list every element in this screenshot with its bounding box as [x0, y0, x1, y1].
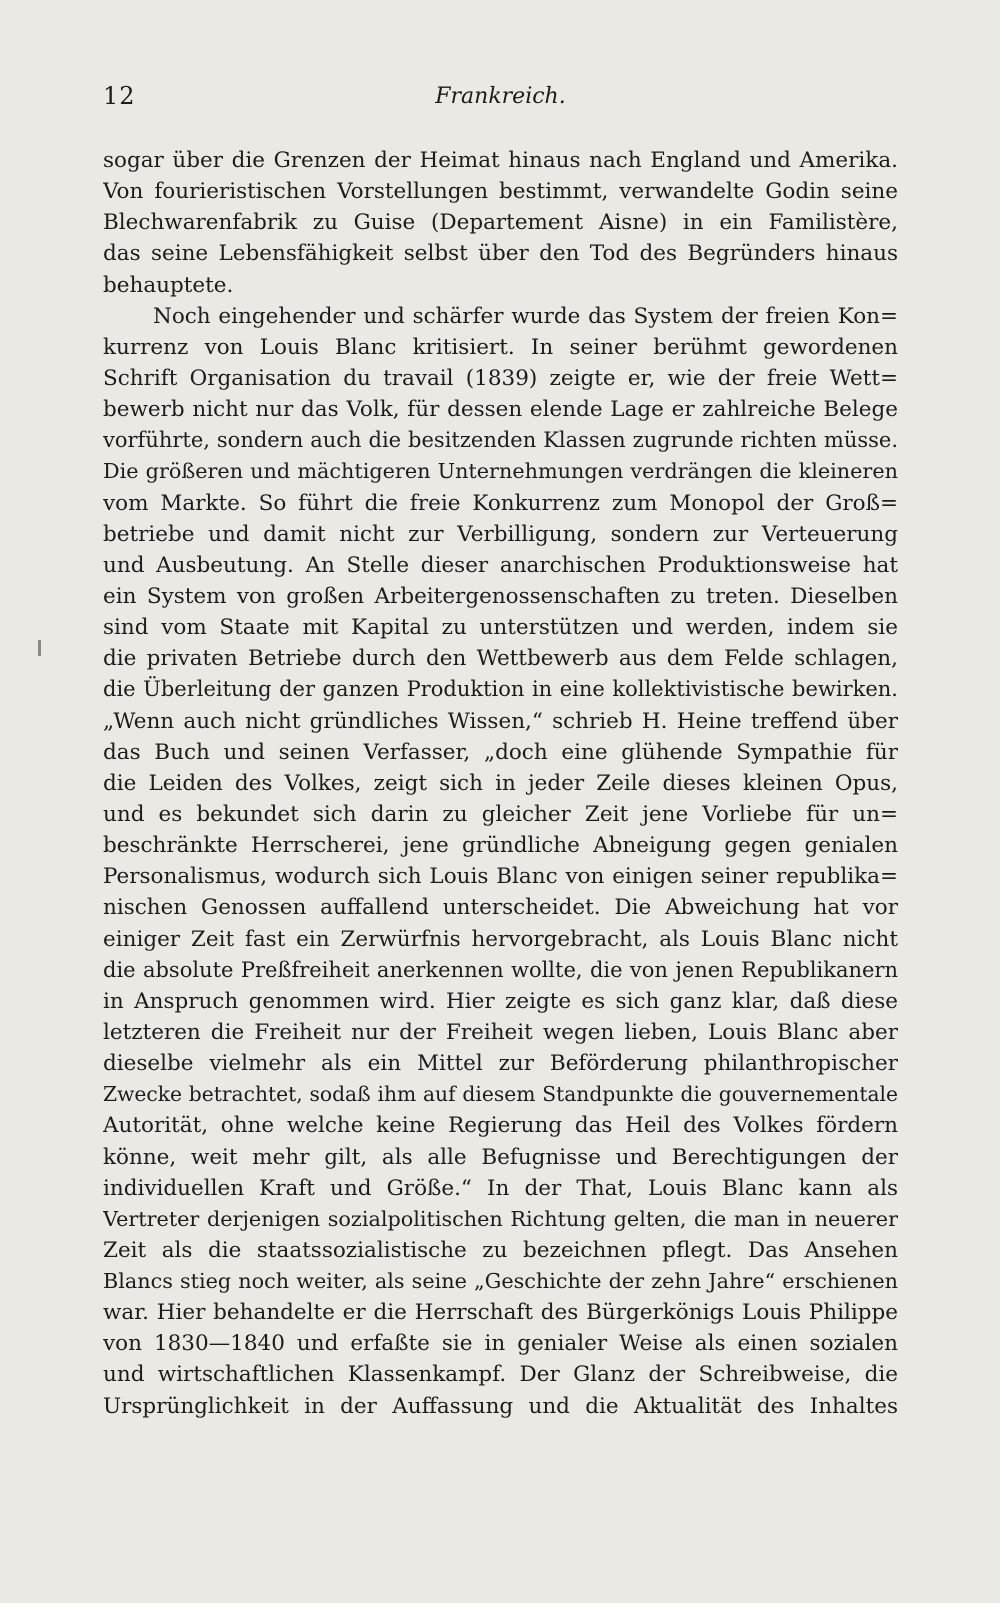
text-line: Zeit als die staatssozialistische zu bezeichnen pflegt. Das Ansehen	[103, 1237, 898, 1263]
text-line: Blancs stieg noch weiter, als seine „Geschichte der zehn Jahre“ erschienen	[103, 1269, 898, 1294]
text-line: kurrenz von Louis Blanc kritisiert. In seiner berühmt gewordenen	[103, 334, 898, 360]
text-line: dieselbe vielmehr als ein Mittel zur Beförderung philanthropischer	[103, 1051, 898, 1077]
text-line: Ursprünglichkeit in der Auffassung und die Aktualität des Inhaltes	[103, 1393, 898, 1419]
text-line: Personalismus, wodurch sich Louis Blanc von einigen seiner republika=	[103, 864, 898, 890]
text-line: Die größeren und mächtigeren Unternehmungen verdrängen die kleineren	[103, 459, 898, 484]
text-line: die Überleitung der ganzen Produktion in eine kollektivistische bewirken.	[103, 677, 898, 702]
text-line: Vertreter derjenigen sozialpolitischen Richtung gelten, die man in neuerer	[103, 1206, 898, 1231]
text-line: die Leiden des Volkes, zeigt sich in jeder Zeile dieses kleinen Opus,	[103, 770, 898, 796]
text-line: nischen Genossen auffallend unterscheidet. Die Abweichung hat vor	[103, 895, 898, 921]
text-line: letzteren die Freiheit nur der Freiheit wegen lieben, Louis Blanc aber	[103, 1019, 898, 1045]
text-line: und Ausbeutung. An Stelle dieser anarchischen Produktionsweise hat	[103, 552, 898, 578]
text-line: „Wenn auch nicht gründliches Wissen,“ schrieb H. Heine treffend über	[103, 708, 898, 734]
text-line: und es bekundet sich darin zu gleicher Zeit jene Vorliebe für un=	[103, 801, 898, 827]
text-line: das Buch und seinen Verfasser, „doch eine glühende Sympathie für	[103, 739, 898, 765]
text-line: sogar über die Grenzen der Heimat hinaus nach England und Amerika.	[103, 148, 898, 173]
running-title: Frankreich.	[435, 84, 566, 109]
running-head	[103, 82, 898, 122]
text-line: könne, weit mehr gilt, als alle Befugnisse und Berechtigungen der	[103, 1144, 898, 1170]
text-line: bewerb nicht nur das Volk, für dessen elende Lage er zahlreiche Belege	[103, 397, 898, 423]
text-line: Zwecke betrachtet, sodaß ihm auf diesem Standpunkte die gouvernementale	[103, 1082, 898, 1107]
text-line: die privaten Betriebe durch den Wettbewerb aus dem Felde schlagen,	[103, 646, 898, 672]
text-line: Blechwarenfabrik zu Guise (Departement Aisne) in ein Familistère,	[103, 210, 898, 236]
text-line: ein System von großen Arbeitergenossenschaften zu treten. Dieselben	[103, 583, 898, 609]
page-number: 12	[103, 82, 136, 110]
text-line: und wirtschaftlichen Klassenkampf. Der Glanz der Schreibweise, die	[103, 1362, 898, 1388]
body-text	[103, 145, 898, 1422]
text-line: betriebe und damit nicht zur Verbilligung, sondern zur Verteuerung	[103, 521, 898, 547]
text-line: sind vom Staate mit Kapital zu unterstützen und werden, indem sie	[103, 615, 898, 641]
text-line: behauptete.	[103, 272, 234, 298]
text-line: Noch eingehender und schärfer wurde das System der freien Kon=	[153, 303, 898, 329]
text-line: das seine Lebensfähigkeit selbst über den Tod des Begründers hinaus	[103, 241, 898, 267]
text-line: beschränkte Herrscherei, jene gründliche Abneigung gegen genialen	[103, 833, 898, 859]
text-line: die absolute Preßfreiheit anerkennen wollte, die von jenen Republikanern	[103, 957, 898, 982]
text-line: individuellen Kraft und Größe.“ In der That, Louis Blanc kann als	[103, 1175, 898, 1201]
text-line: war. Hier behandelte er die Herrschaft des Bürgerkönigs Louis Philippe	[103, 1300, 898, 1326]
text-line: einiger Zeit fast ein Zerwürfnis hervorgebracht, als Louis Blanc nicht	[103, 926, 898, 952]
text-line: Von fourieristischen Vorstellungen bestimmt, verwandelte Godin seine	[103, 179, 898, 205]
text-line: in Anspruch genommen wird. Hier zeigte es sich ganz klar, daß diese	[103, 988, 898, 1014]
margin-mark	[38, 640, 41, 656]
text-line: vom Markte. So führt die freie Konkurrenz zum Monopol der Groß=	[103, 490, 898, 516]
text-line: vorführte, sondern auch die besitzenden Klassen zugrunde richten müsse.	[103, 428, 898, 453]
text-line: von 1830—1840 und erfaßte sie in genialer Weise als einen sozialen	[103, 1331, 898, 1357]
text-line: Schrift Organisation du travail (1839) zeigte er, wie der freie Wett=	[103, 365, 898, 391]
text-line: Autorität, ohne welche keine Regierung das Heil des Volkes fördern	[103, 1113, 898, 1139]
